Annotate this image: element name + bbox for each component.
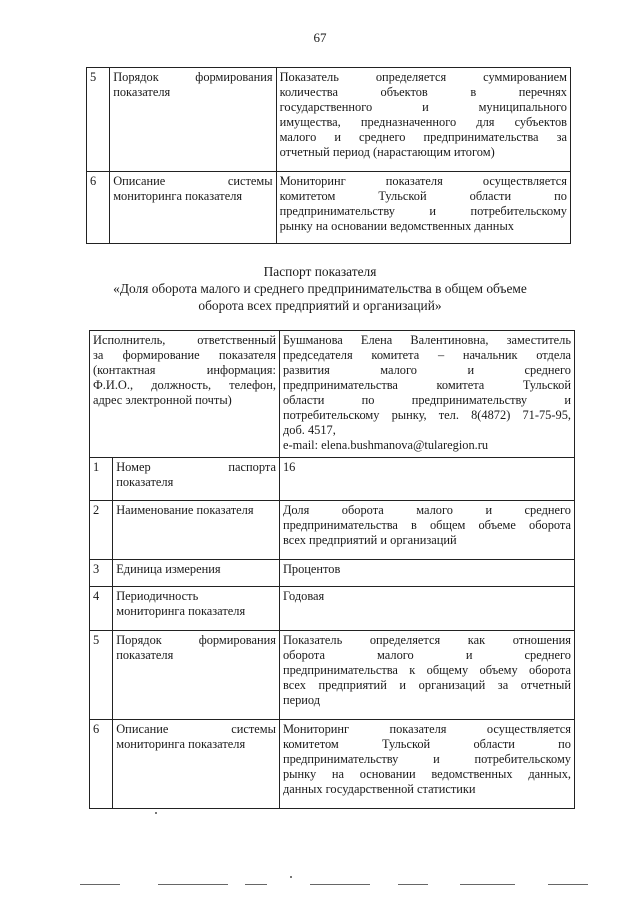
passport-table [89, 330, 575, 809]
executor-label [90, 331, 280, 458]
value-line: малого и среднего предпринимательства за [279, 130, 567, 144]
row-value [279, 587, 574, 631]
row-number: 2 [90, 501, 113, 560]
label-line: Порядок формирования [116, 633, 276, 647]
label-line: мониторинга показателя [116, 604, 246, 618]
value-line: области по предпринимательству и [282, 393, 571, 407]
row-value [279, 631, 574, 720]
label-line: Порядок формирования [113, 70, 273, 84]
passport-heading [70, 263, 570, 314]
row-number: 5 [90, 631, 113, 720]
row-value [279, 560, 574, 587]
value-line: комитетом Тульской области по [282, 737, 571, 751]
row-label [113, 631, 280, 720]
label-line: Единица измерения [116, 562, 221, 576]
row-number: 6 [90, 720, 113, 809]
table-row [90, 720, 575, 809]
row-number: 4 [90, 587, 113, 631]
table-row [87, 68, 571, 172]
table-row [90, 458, 575, 501]
executor-value [279, 331, 574, 458]
value-line: Годовая [282, 589, 325, 603]
row-label [113, 720, 280, 809]
value-line: доб. 4517, [282, 423, 336, 437]
label-line: Ф.И.О., должность, телефон, [93, 378, 276, 392]
value-line: Мониторинг показателя осуществляется [279, 174, 567, 188]
value-line: предпринимательства в общем объеме оборота [282, 518, 571, 532]
label-line: Наименование показателя [116, 503, 254, 517]
label-line: за формирование показателя [93, 348, 276, 362]
row-label [110, 172, 276, 244]
value-line: предпринимательства к общему объему оборота [282, 663, 571, 677]
value-line: данных государственной статистики [282, 782, 476, 796]
value-line: председателя комитета – начальник отдела [282, 348, 571, 362]
value-line: рынку на основании ведомственных данных, [282, 767, 571, 781]
scan-artifact-line [80, 884, 600, 888]
label-line: Номер паспорта [116, 460, 276, 474]
label-line: Описание системы [113, 174, 273, 188]
row-value [279, 720, 574, 809]
value-line: Бушманова Елена Валентиновна, заместитель [282, 333, 571, 347]
value-line: отчетный период (нарастающим итогом) [279, 145, 495, 159]
label-line: мониторинга показателя [113, 189, 243, 203]
table-row [90, 631, 575, 720]
value-line: потребительскому рынку, тел. 8(4872) 71-75-95, [282, 408, 571, 422]
value-line: 16 [282, 460, 296, 474]
value-line: Показатель определяется суммированием [279, 70, 567, 84]
row-number: 3 [90, 560, 113, 587]
row-number: 5 [87, 68, 110, 172]
value-line: предпринимательству и потребительскому [282, 752, 571, 766]
value-line: предпринимательства комитета Тульской [282, 378, 571, 392]
value-line: оборота малого и среднего [282, 648, 571, 662]
row-value [276, 68, 570, 172]
table-row [90, 587, 575, 631]
table-row [87, 172, 571, 244]
table-row [90, 560, 575, 587]
label-line: Периодичность [116, 589, 199, 603]
label-line: (контактная информация: [93, 363, 276, 377]
value-line: Доля оборота малого и среднего [282, 503, 571, 517]
value-line: государственного и муниципального [279, 100, 567, 114]
value-line: развития малого и среднего [282, 363, 571, 377]
label-line: Описание системы [116, 722, 276, 736]
value-line: имущества, предназначенного для субъектов [279, 115, 567, 129]
value-line: рынку на основании ведомственных данных [279, 219, 514, 233]
value-line: количества объектов в перечнях [279, 85, 567, 99]
value-line: Показатель определяется как отношения [282, 633, 571, 647]
row-value [276, 172, 570, 244]
label-line: показателя [116, 475, 174, 489]
label-line: адрес электронной почты) [93, 393, 232, 407]
row-value [279, 501, 574, 560]
executor-email: e-mail: elena.bushmanova@tularegion.ru [282, 438, 489, 452]
value-line: предпринимательству и потребительскому [279, 204, 567, 218]
value-line: Мониторинг показателя осуществляется [282, 722, 571, 736]
row-label [113, 587, 280, 631]
value-line: Процентов [282, 562, 341, 576]
row-label [113, 501, 280, 560]
executor-row [90, 331, 575, 458]
scan-speck [155, 812, 157, 814]
row-label [113, 458, 280, 501]
value-line: всех предприятий и организаций за отчетный [282, 678, 571, 692]
row-number: 6 [87, 172, 110, 244]
passport-subtitle-line: оборота всех предприятий и организаций» [198, 298, 442, 313]
passport-title: Паспорт показателя [263, 264, 377, 279]
scan-speck [290, 876, 292, 878]
label-line: показателя [113, 85, 171, 99]
row-value [279, 458, 574, 501]
value-line: всех предприятий и организаций [282, 533, 457, 547]
table-row [90, 501, 575, 560]
page-number: 67 [313, 30, 327, 45]
label-line: Исполнитель, ответственный [93, 333, 276, 347]
label-line: показателя [116, 648, 174, 662]
passport-subtitle-line: «Доля оборота малого и среднего предпринимательства в общем объеме [113, 281, 527, 296]
value-line: комитетом Тульской области по [279, 189, 567, 203]
top-table [86, 67, 571, 244]
row-number: 1 [90, 458, 113, 501]
label-line: мониторинга показателя [116, 737, 246, 751]
row-label [113, 560, 280, 587]
row-label [110, 68, 276, 172]
value-line: период [282, 693, 321, 707]
